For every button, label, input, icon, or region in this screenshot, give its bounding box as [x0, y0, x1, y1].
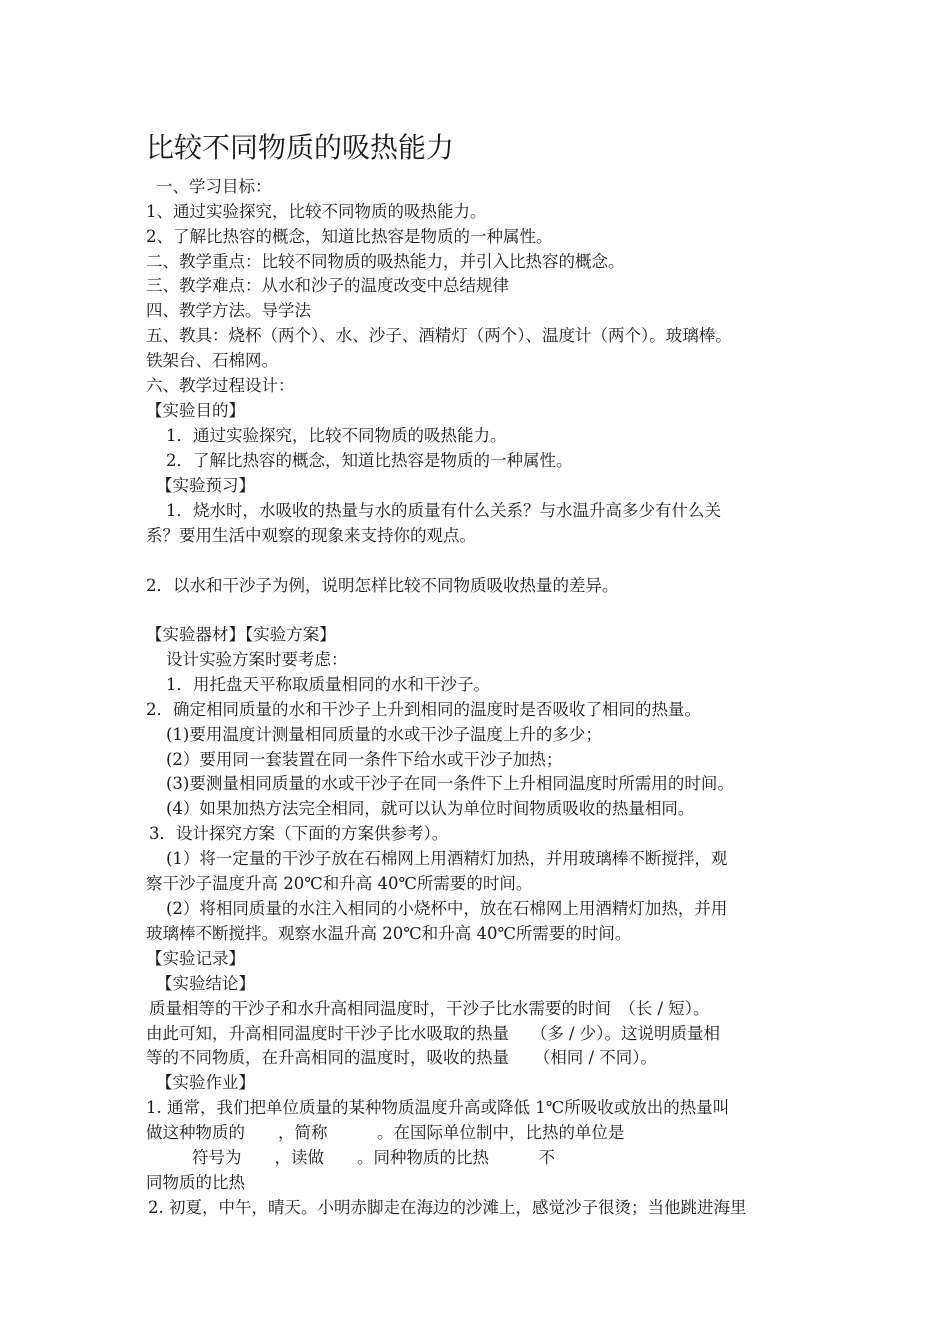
text-line: 设计实验方案时要考虑： [166, 650, 348, 669]
section-heading: 五、教具：烧杯（两个）、水、沙子、酒精灯（两个）、温度计（两个）。玻璃棒。 [146, 326, 732, 345]
text-line: 玻璃棒不断搅拌。观察水温升高 20℃和升高 40℃所需要的时间。 [146, 924, 632, 943]
text-line: (1)要用温度计测量相同质量的水或干沙子温度上升的多少； [166, 725, 602, 744]
page-title: 比较不同物质的吸热能力 [146, 131, 455, 164]
text-line: 等的不同物质，在升高相同的温度时，吸收的热量 （相同 / 不同）。 [146, 1048, 658, 1067]
text-line: 由此可知，升高相同温度时干沙子比水吸取的热量 （多 / 少）。这说明质量相 [146, 1024, 721, 1043]
section-heading: 三、教学难点：从水和沙子的温度改变中总结规律 [146, 276, 509, 295]
section-heading: 六、教学过程设计： [146, 376, 295, 395]
text-line: 2. 初夏，中午，晴天。小明赤脚走在海边的沙滩上，感觉沙子很烫；当他跳进海里 [148, 1198, 747, 1217]
text-line: 1、通过实验探究，比较不同物质的吸热能力。 [146, 202, 487, 221]
text-line: 做这种物质的 ，简称 。在国际单位制中，比热的单位是 [146, 1123, 625, 1142]
text-line: 1．通过实验探究，比较不同物质的吸热能力。 [166, 426, 507, 445]
bracket-heading: 【实验预习】 [156, 476, 255, 495]
text-line: 2．了解比热容的概念，知道比热容是物质的一种属性。 [166, 451, 573, 470]
text-line: 2．确定相同质量的水和干沙子上升到相同的温度时是否吸收了相同的热量。 [146, 700, 701, 719]
text-line: (3)要测量相同质量的水或干沙子在同一条件下上升相同温度时所需用的时间。 [166, 774, 734, 793]
section-heading: 二、教学重点：比较不同物质的吸热能力，并引入比热容的概念。 [146, 252, 625, 271]
bracket-heading: 【实验记录】 [146, 949, 245, 968]
text-line: (1）将一定量的干沙子放在石棉网上用酒精灯加热，并用玻璃棒不断搅拌，观 [166, 849, 728, 868]
text-line: 系？要用生活中观察的现象来支持你的观点。 [146, 526, 476, 545]
text-line: 铁架台、石棉网。 [146, 351, 278, 370]
bracket-heading: 【实验结论】 [156, 974, 255, 993]
bracket-heading: 【实验作业】 [156, 1073, 255, 1092]
text-line: 符号为 ，读做 。同种物质的比热 不 [192, 1148, 555, 1167]
text-line: 同物质的比热 [146, 1173, 245, 1192]
text-line: 2、了解比热容的概念，知道比热容是物质的一种属性。 [146, 227, 553, 246]
section-heading: 一、学习目标： [156, 177, 272, 196]
text-line: 3．设计探究方案（下面的方案供参考）。 [149, 824, 449, 843]
text-line: 1. 通常，我们把单位质量的某种物质温度升高或降低 1℃所吸收或放出的热量叫 [146, 1098, 730, 1117]
text-line: 1．用托盘天平称取质量相同的水和干沙子。 [166, 675, 490, 694]
section-heading: 四、教学方法。导学法 [146, 301, 311, 320]
text-line: (2）将相同质量的水注入相同的小烧杯中，放在石棉网上用酒精灯加热，并用 [166, 899, 728, 918]
text-line: 察干沙子温度升高 20℃和升高 40℃所需要的时间。 [146, 874, 533, 893]
text-line: 1．烧水时，水吸收的热量与水的质量有什么关系？与水温升高多少有什么关 [166, 501, 721, 520]
text-line: 2．以水和干沙子为例，说明怎样比较不同物质吸收热量的差异。 [146, 576, 619, 595]
bracket-heading: 【实验目的】 [146, 401, 245, 420]
text-line: 质量相等的干沙子和水升高相同温度时，干沙子比水需要的时间 （长 / 短）。 [149, 999, 710, 1018]
text-line: (4）如果加热方法完全相同，就可以认为单位时间物质吸收的热量相同。 [166, 799, 695, 818]
text-line: (2）要用同一套装置在同一条件下给水或干沙子加热； [166, 750, 563, 769]
bracket-heading: 【实验器材】【实验方案】 [146, 625, 336, 644]
